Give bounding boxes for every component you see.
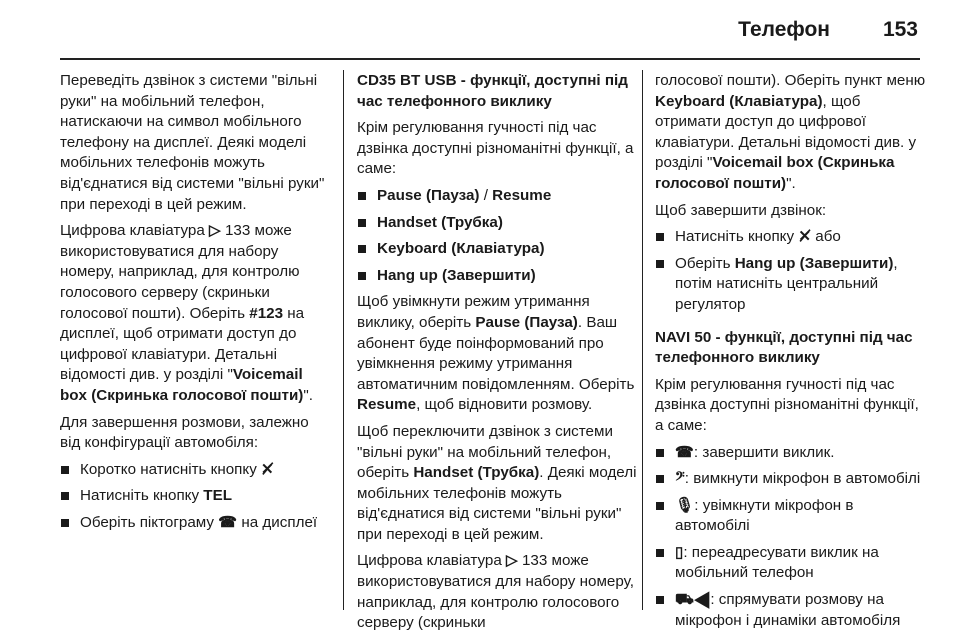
section-heading: CD35 BT USB - функції, доступні під час телефонного виклику [357,72,628,110]
paragraph: Крім регулювання гучності під час дзвінка доступні різноманітні функції, а саме: [655,375,919,434]
microphone-off-icon: 𝄢 [675,470,685,488]
column-3 [655,71,927,637]
paragraph: Крім регулювання гучності під час дзвінка доступні різноманітні функції, а саме: [357,119,634,178]
list-item: ▯: переадресувати виклик на мобільний телефон [655,543,927,584]
list-item: Handset (Трубка) [357,213,637,234]
list-item: Pause (Пауза) / Resume [357,186,637,207]
paragraph: Для завершення розмови, залежно від конфігурації автомобіля: [60,413,309,452]
list-item: 🎙: увімкнути мікрофон в автомобілі [655,496,927,537]
list-item: 𝄢: вимкнути мікрофон в автомобілі [655,469,927,490]
text: Цифрова клавіатура [60,222,210,240]
list-item: Натисніть кнопку TEL [60,486,330,507]
paragraph [60,221,330,406]
paragraph: Щоб переключити дзвінок з системи "вільні руки" на мобільний телефон, оберіть Handset (Трубка). Деякі моделі мобільних телефонів можуть від'єднатися від системи "вільні руки" при переході в цей режим. [357,422,637,543]
page-ref: 133 [224,222,251,240]
page-title: Телефон [738,18,830,41]
page-number: 153 [882,18,918,41]
section-ref: Voicemail box (Скринька голосової пошти) [60,366,304,404]
column-divider [642,70,643,610]
text: ". [303,386,313,404]
microphone-icon: 🎙 [675,496,695,514]
hang-up-key-icon: ✕̸ [798,228,812,246]
list-item: Оберіть піктограму ☎ на дисплеї [60,513,330,534]
code: #123 [249,304,284,322]
text: на дисплеї, щоб отримати доступ до цифрової клавіатури. Детальні відомості див. у розділі " [60,304,305,384]
paragraph: Цифрова клавіатура ▷ 133 може використовуватися для набору номеру, наприклад, для контролю голосового серверу (скриньки [357,552,634,632]
handset-down-icon: ☎ [218,513,238,531]
header-rule [60,58,920,60]
section-heading: NAVI 50 - функції, доступні під час телефонного виклику [655,328,913,367]
key-label: TEL [203,487,232,505]
paragraph: Переведіть дзвінок з системи "вільні руки" на мобільний телефон, натискаючи на символ мобільного телефону на дисплеї. Деякі моделі мобільних телефонів можуть від'єднатися від системи "вільні руки" при переході в цей режим. [60,72,325,213]
paragraph: голосової пошти). Оберіть пункт меню Keyboard (Клавіатура), щоб отримати доступ до цифрової клавіатури. Детальні відомості див. у розділі "Voicemail box (Скринька голосової пошти)". [655,72,926,192]
list-item: Keyboard (Клавіатура) [357,239,637,260]
mobile-phone-icon: ▯ [675,543,684,561]
page-ref-arrow-icon: ▷ [506,552,518,570]
text: може використовуватися для набору номеру, наприклад, для контролю голосового серверу (скриньки голосової пошти). Оберіть [60,222,300,322]
column-1 [60,71,330,539]
page-ref-arrow-icon: ▷ [209,222,221,240]
list-item: Коротко натисніть кнопку ✕̸ [60,460,330,481]
paragraph: Щоб увімкнути режим утримання виклику, оберіть Pause (Пауза). Ваш абонент буде поінформований про увімкнення режиму утримання автоматичним повідомленням. Оберіть Resume, щоб відновити розмову. [357,293,635,414]
list-item: Hang up (Завершити) [357,266,637,287]
hang-up-key-icon: ✕̸ [261,460,274,478]
list-item: Натисніть кнопку ✕̸ або [655,227,927,248]
list-item: ⛟◀: спрямувати розмову на мікрофон і динаміки автомобіля [655,590,927,631]
bullet-list [357,186,637,286]
column-divider [343,70,344,610]
paragraph: Щоб завершити дзвінок: [655,201,827,219]
bullet-list [655,227,927,315]
bullet-list [60,460,330,534]
list-item: ☎: завершити виклик. [655,443,927,464]
column-2 [357,71,637,640]
page-header [60,0,920,58]
bullet-list [655,443,927,632]
car-speaker-icon: ⛟◀ [675,591,711,609]
list-item: Оберіть Hang up (Завершити), потім натисніть центральний регулятор [655,254,927,316]
handset-down-icon: ☎ [675,443,694,461]
